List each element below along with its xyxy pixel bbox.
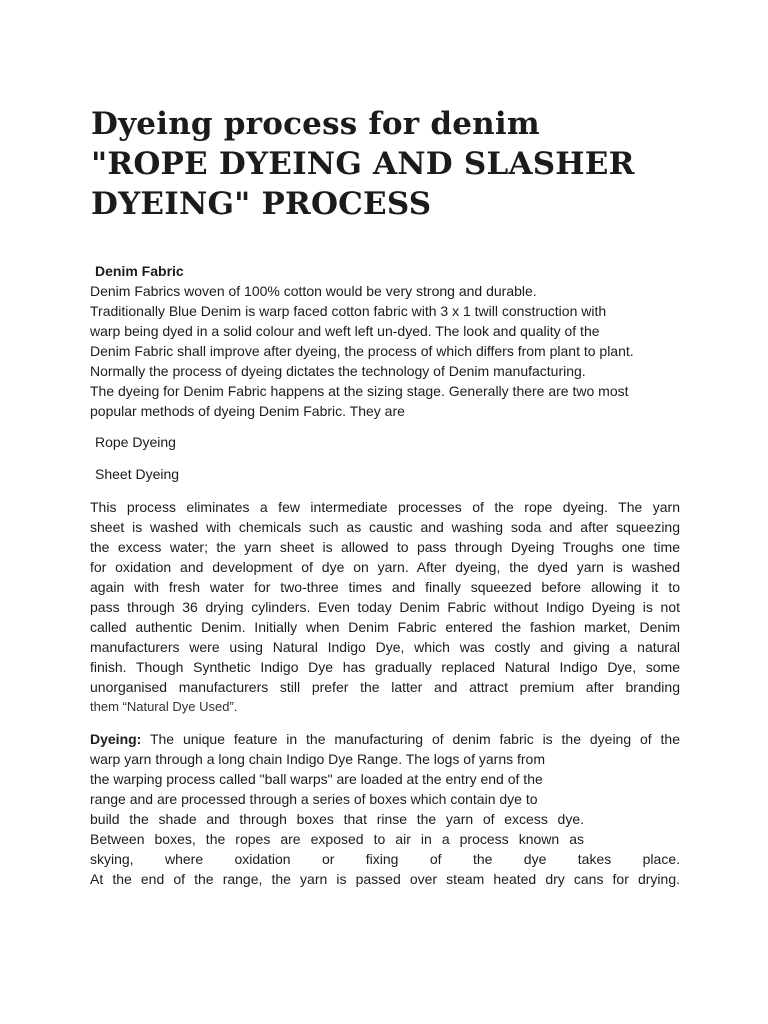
section-heading: Denim Fabric <box>95 263 184 279</box>
paragraph-line: build the shade and through boxes that rinse the yarn of excess dye. <box>90 811 584 827</box>
paragraph-line: manufacturers were using Natural Indigo Dye, which was costly and giving a natural <box>90 639 680 655</box>
paragraph-line: finish. Though Synthetic Indigo Dye has gradually replaced Natural Indigo Dye, some <box>90 659 680 675</box>
document-title <box>91 104 731 224</box>
paragraph-line: sheet is washed with chemicals such as caustic and washing soda and after squeezing <box>90 519 680 535</box>
intro-line: Normally the process of dyeing dictates the technology of Denim manufacturing. <box>90 363 586 379</box>
paragraph-line <box>90 729 680 749</box>
title-line: Dyeing process for denim <box>91 106 540 142</box>
paragraph-line: them “Natural Dye Used”. <box>90 699 238 714</box>
intro-line: popular methods of dyeing Denim Fabric. They are <box>90 403 405 419</box>
paragraph-line: Between boxes, the ropes are exposed to air in a process known as <box>90 831 584 847</box>
paragraph-line: This process eliminates a few intermediate processes of the rope dyeing. The yarn <box>90 499 680 515</box>
paragraph-line: the warping process called "ball warps" are loaded at the entry end of the <box>90 771 543 787</box>
sheet-dyeing-paragraph <box>90 497 680 717</box>
dyeing-paragraph <box>90 729 680 889</box>
method-rope-dyeing <box>90 432 680 452</box>
paragraph-line: for oxidation and development of dye on yarn. After dyeing, the dyed yarn is washed <box>90 559 680 575</box>
method-item: Rope Dyeing <box>95 434 176 450</box>
paragraph-line: the excess water; the yarn sheet is allowed to pass through Dyeing Troughs one time <box>90 539 680 555</box>
paragraph-line: warp yarn through a long chain Indigo Dye Range. The logs of yarns from <box>90 751 545 767</box>
intro-line: Denim Fabrics woven of 100% cotton would be very strong and durable. <box>90 283 537 299</box>
denim-fabric-section <box>90 261 680 421</box>
paragraph-line: skying, where oxidation or fixing of the dye takes place. <box>90 851 680 867</box>
paragraph-line: range and are processed through a series of boxes which contain dye to <box>90 791 538 807</box>
method-sheet-dyeing <box>90 464 680 484</box>
intro-line: Denim Fabric shall improve after dyeing, the process of which differs from plant to plant. <box>90 343 634 359</box>
paragraph-line: At the end of the range, the yarn is passed over steam heated dry cans for drying. <box>90 871 680 887</box>
paragraph-line: called authentic Denim. Initially when Denim Fabric entered the fashion market, Denim <box>90 619 680 635</box>
title-line: DYEING" PROCESS <box>91 186 432 222</box>
paragraph-line: pass through 36 drying cylinders. Even today Denim Fabric without Indigo Dyeing is not <box>90 599 680 615</box>
title-line: "ROPE DYEING AND SLASHER <box>91 146 635 182</box>
intro-line: The dyeing for Denim Fabric happens at the sizing stage. Generally there are two most <box>90 383 629 399</box>
paragraph-line: again with fresh water for two-three times and finally squeezed before allowing it to <box>90 579 680 595</box>
dyeing-first-line: The unique feature in the manufacturing of denim fabric is the dyeing of the <box>141 731 680 747</box>
intro-line: warp being dyed in a solid colour and weft left un-dyed. The look and quality of the <box>90 323 600 339</box>
paragraph-line: unorganised manufacturers still prefer the latter and attract premium after branding <box>90 679 680 695</box>
dyeing-label: Dyeing: <box>90 731 142 747</box>
intro-line: Traditionally Blue Denim is warp faced cotton fabric with 3 x 1 twill construction with <box>90 303 607 319</box>
method-item: Sheet Dyeing <box>95 466 180 482</box>
